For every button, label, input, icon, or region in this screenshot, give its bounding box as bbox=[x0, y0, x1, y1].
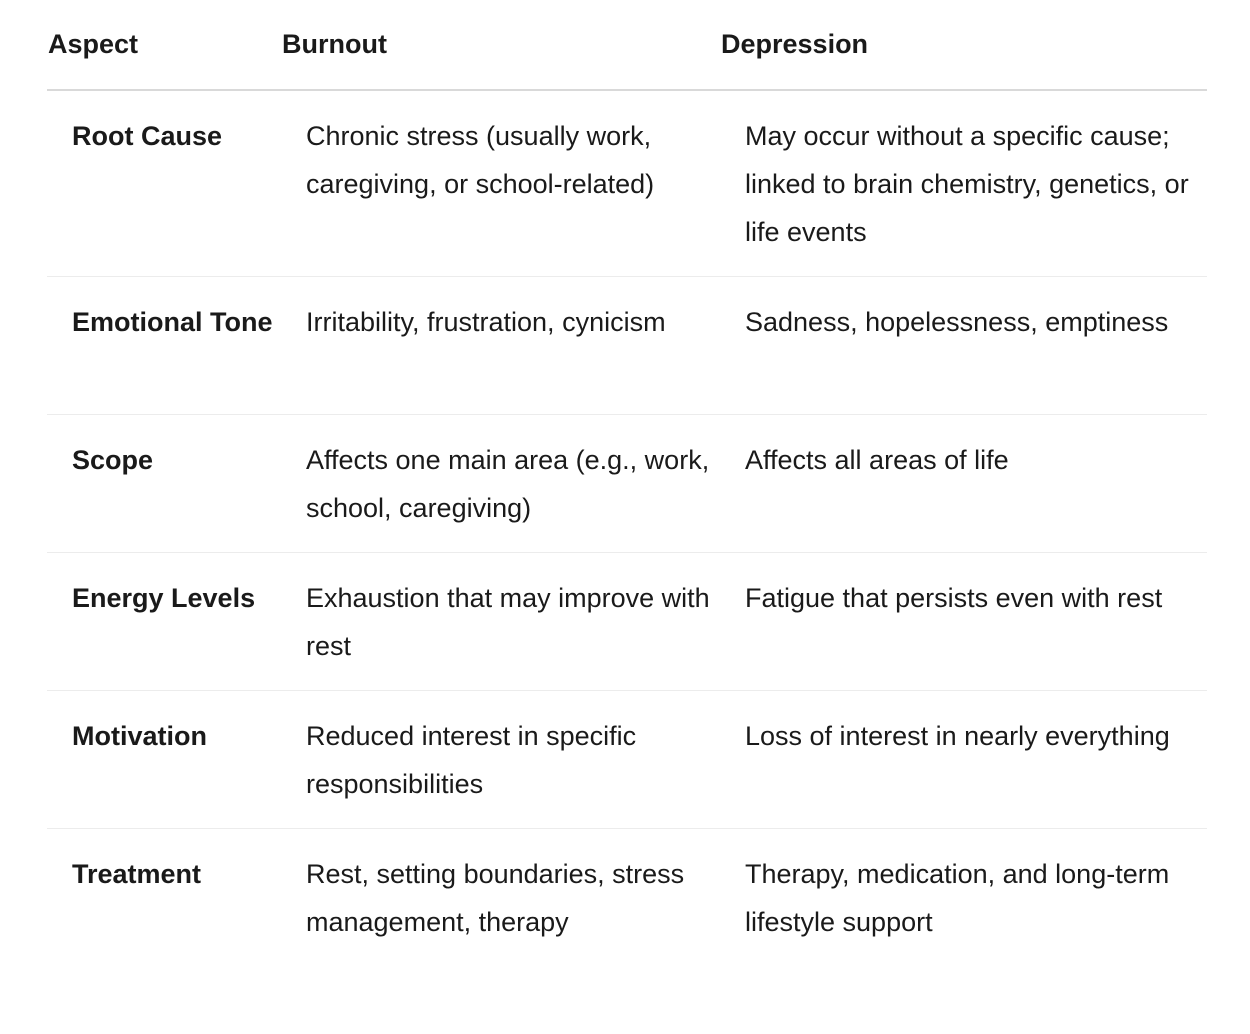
aspect-cell: Energy Levels bbox=[47, 552, 281, 690]
header-depression: Depression bbox=[721, 0, 1207, 90]
header-aspect: Aspect bbox=[47, 0, 281, 90]
table-row bbox=[47, 90, 1207, 276]
header-burnout: Burnout bbox=[281, 0, 721, 90]
depression-cell: Fatigue that persists even with rest bbox=[721, 552, 1207, 690]
table-row bbox=[47, 276, 1207, 414]
burnout-cell: Rest, setting boundaries, stress management, therapy bbox=[306, 858, 685, 937]
header-row bbox=[47, 0, 1207, 90]
depression-cell: Sadness, hopelessness, emptiness bbox=[721, 276, 1207, 414]
depression-cell: Loss of interest in nearly everything bbox=[721, 690, 1207, 828]
table-header bbox=[47, 0, 1207, 90]
aspect-cell: Treatment bbox=[72, 858, 202, 889]
burnout-cell: Chronic stress (usually work, caregiving, or school-related) bbox=[281, 90, 721, 276]
burnout-cell: Exhaustion that may improve with rest bbox=[281, 552, 721, 690]
depression-cell: Therapy, medication, and long-term lifestyle support bbox=[745, 858, 1170, 937]
table-row bbox=[47, 828, 1207, 1014]
aspect-cell: Emotional Tone bbox=[47, 276, 281, 414]
aspect-cell: Root Cause bbox=[47, 90, 281, 276]
burnout-vs-depression-table bbox=[47, 0, 1207, 1014]
depression-cell: May occur without a specific cause; linked to brain chemistry, genetics, or life events bbox=[721, 90, 1207, 276]
burnout-cell: Irritability, frustration, cynicism bbox=[281, 276, 721, 414]
aspect-cell: Motivation bbox=[47, 690, 281, 828]
table-row bbox=[47, 690, 1207, 828]
table-row bbox=[47, 552, 1207, 690]
aspect-cell: Scope bbox=[47, 414, 281, 552]
depression-cell: Affects all areas of life bbox=[721, 414, 1207, 552]
burnout-cell: Affects one main area (e.g., work, school, caregiving) bbox=[281, 414, 721, 552]
comparison-table-container bbox=[47, 0, 1207, 1014]
table-row bbox=[47, 414, 1207, 552]
table-body bbox=[47, 90, 1207, 1014]
burnout-cell: Reduced interest in specific responsibilities bbox=[281, 690, 721, 828]
